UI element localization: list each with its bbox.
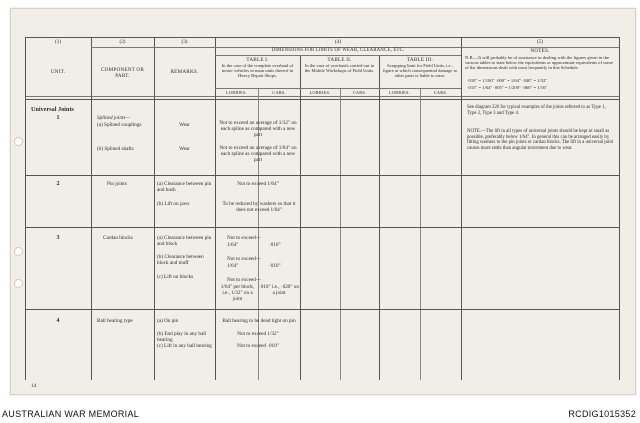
page-number: 14 xyxy=(31,383,37,389)
col-rule-6 xyxy=(461,37,462,380)
header-bottom-rule xyxy=(25,99,619,100)
binder-hole xyxy=(14,137,23,146)
header-bottom-rule-inner xyxy=(25,96,619,97)
row-2-remark-b: (b) Lift on jaws xyxy=(157,201,190,207)
t1-lorries: LORRIES. xyxy=(226,90,247,95)
notes-equivalents-1: ·010" = 1/100" ·000" = 1/64" ·040" = 1/32" xyxy=(467,78,548,83)
row-3-t1-b-lorries: 1/64" xyxy=(227,263,239,269)
header-component: COMPONENT OR PART. xyxy=(100,67,145,79)
notes-diagram-reference: See diagram 226 for typical examples of the joints referred to as Type 1, Type 2, Type 3 and Type 4. xyxy=(467,105,606,116)
row-4-number: 4 xyxy=(56,318,60,324)
footer-source: AUSTRALIAN WAR MEMORIAL xyxy=(2,409,140,419)
header-dimensions: DIMENSIONS FOR LIMITS OF WEAR, CLEARANCE, ETC. xyxy=(271,48,405,53)
row-2-part: Pin joints xyxy=(107,181,127,187)
table2-title: TABLE II. xyxy=(327,57,352,63)
col-rule-4 xyxy=(300,55,301,380)
notes-lift: NOTE.—The lift in all types of universal joints should be kept as small as possible, preferably below 1/64". In general this can be arranged easily by fitting washers to the pin joints or cardan blocks. The lift in a universal joint causes more rattle than angular movement due to wear. xyxy=(467,129,614,151)
row-4-t1-c: Not to exceed ·010" xyxy=(237,343,279,349)
col-number-3: (3) xyxy=(181,39,188,45)
row-2-remark-a: (a) Clearance between pin and bush xyxy=(157,181,212,193)
row-rule-3 xyxy=(25,309,619,310)
row-4-remark-c: (c) Lift in any ball bearing xyxy=(157,343,212,349)
row-1-remark-b: Wear xyxy=(179,146,190,152)
row-3-t1-c-lorries: 1/64" per block, i.e., 1/32" on a joint xyxy=(220,284,255,302)
table2-text: In the case of overhauls carried out in the Mobile Workshops of Field Units. xyxy=(304,63,375,73)
col-rule-1 xyxy=(91,37,92,380)
col-number-1: (1) xyxy=(54,39,62,45)
lorries-cars-rule xyxy=(215,88,461,89)
row-rule-2 xyxy=(25,227,619,228)
row-3-number: 3 xyxy=(56,235,60,241)
col-number-2: (2) xyxy=(119,39,126,45)
table1-text: In the case of the complete overhaul of motor vehicles in main units thereof in Heavy Repair Shops. xyxy=(221,63,294,78)
t2-lorries: LORRIES. xyxy=(309,90,331,95)
notes-equivalents-2: ·015" = 1/64" ·005" = 1/200" ·060" = 1/16" xyxy=(467,85,548,90)
row-4-t1-a: Ball bearing to be dead tight on pin xyxy=(222,318,296,324)
row-3-t1-b-label: Not to exceed— xyxy=(227,256,261,262)
col-rule-2 xyxy=(154,37,155,380)
header-remarks: REMARKS. xyxy=(170,69,199,75)
col-number-5: (5) xyxy=(536,39,544,45)
row-1-remark-a: Wear xyxy=(179,122,190,128)
row-1-part-heading: Splined joints— xyxy=(97,115,130,121)
table3-text: Scrapping limit for Field Units, i.e., figure at which consequential damage to other parts is liable to arise. xyxy=(382,63,458,78)
subcol-rule-3 xyxy=(420,88,421,380)
row-2-t1-b: To be reduced by washers so that it does not exceed 1/64" xyxy=(222,201,296,213)
row-1-t1-a: Not to exceed an average of 1/32" on each spline as compared with a new part xyxy=(219,120,297,138)
row-3-t1-c-cars: ·010" i.e., ·020" on a joint xyxy=(259,284,299,296)
col-rule-5 xyxy=(379,55,380,380)
section-heading-universal-joints: Universal Joints xyxy=(31,106,74,113)
col-number-4: (4) xyxy=(334,39,342,45)
row-2-number: 2 xyxy=(56,181,60,187)
subcol-rule-2 xyxy=(340,88,341,380)
row-4-t1-b: Not to exceed 1/32" xyxy=(237,331,279,337)
table1-title: TABLE I. xyxy=(246,57,269,63)
row-3-remark-b: (b) Clearance between block and muff xyxy=(157,254,204,266)
row-3-t1-a-label: Not to exceed— xyxy=(227,235,261,241)
row-2-t1-a: Not to exceed 1/64" xyxy=(237,181,279,187)
header-notes: NOTES. xyxy=(530,48,550,54)
row-3-remark-a: (a) Clearance between pin and block xyxy=(157,235,212,247)
table-right-rule xyxy=(619,37,620,380)
t2-cars: CARS. xyxy=(352,90,367,95)
t1-cars: CARS. xyxy=(272,90,286,95)
row-3-t1-b-cars: ·010" xyxy=(269,263,281,269)
row-4-remark-b: (b) End play in any ball bearing xyxy=(157,331,207,343)
row-4-remark-a: (a) On pin xyxy=(157,318,179,324)
table-left-rule xyxy=(25,37,26,380)
row-3-t1-a-cars: ·010" xyxy=(269,242,281,248)
row-rule-1 xyxy=(25,175,619,176)
row-3-t1-a-lorries: 1/64" xyxy=(227,242,239,248)
document-page xyxy=(10,8,636,395)
row-1-number: 1 xyxy=(56,115,60,121)
binder-hole xyxy=(14,247,23,256)
notes-nb: N.B.—It will probably be of assistance in dealing with the figures given in the various tables to state below the equivalents or approximate equivalents of some of the dimensions dealt with most frequently in this Schedule. xyxy=(465,55,613,71)
binder-hole xyxy=(14,279,23,288)
t3-cars: CARS. xyxy=(433,90,448,95)
t3-lorries: LORRIES. xyxy=(389,90,410,95)
row-1-part-b: (b) Splined shafts xyxy=(97,146,134,152)
table-top-rule xyxy=(25,37,619,38)
header-unit: UNIT. xyxy=(50,69,66,75)
footer-record-id: RCDIG1015352 xyxy=(568,409,636,419)
row-3-part: Cardan blocks xyxy=(103,235,133,241)
row-4-part: Ball bearing type xyxy=(97,318,133,324)
dimensions-rule xyxy=(215,55,461,56)
row-3-remark-c: (c) Lift on blocks xyxy=(157,274,194,280)
row-1-part-a: (a) Splined couplings xyxy=(97,122,142,128)
row-1-t1-b: Not to exceed an average of 1/64" on each spline as compared with a new part xyxy=(219,145,297,163)
row-3-t1-c-label: Not to exceed— xyxy=(227,277,261,283)
table3-title: TABLE III. xyxy=(406,57,434,63)
